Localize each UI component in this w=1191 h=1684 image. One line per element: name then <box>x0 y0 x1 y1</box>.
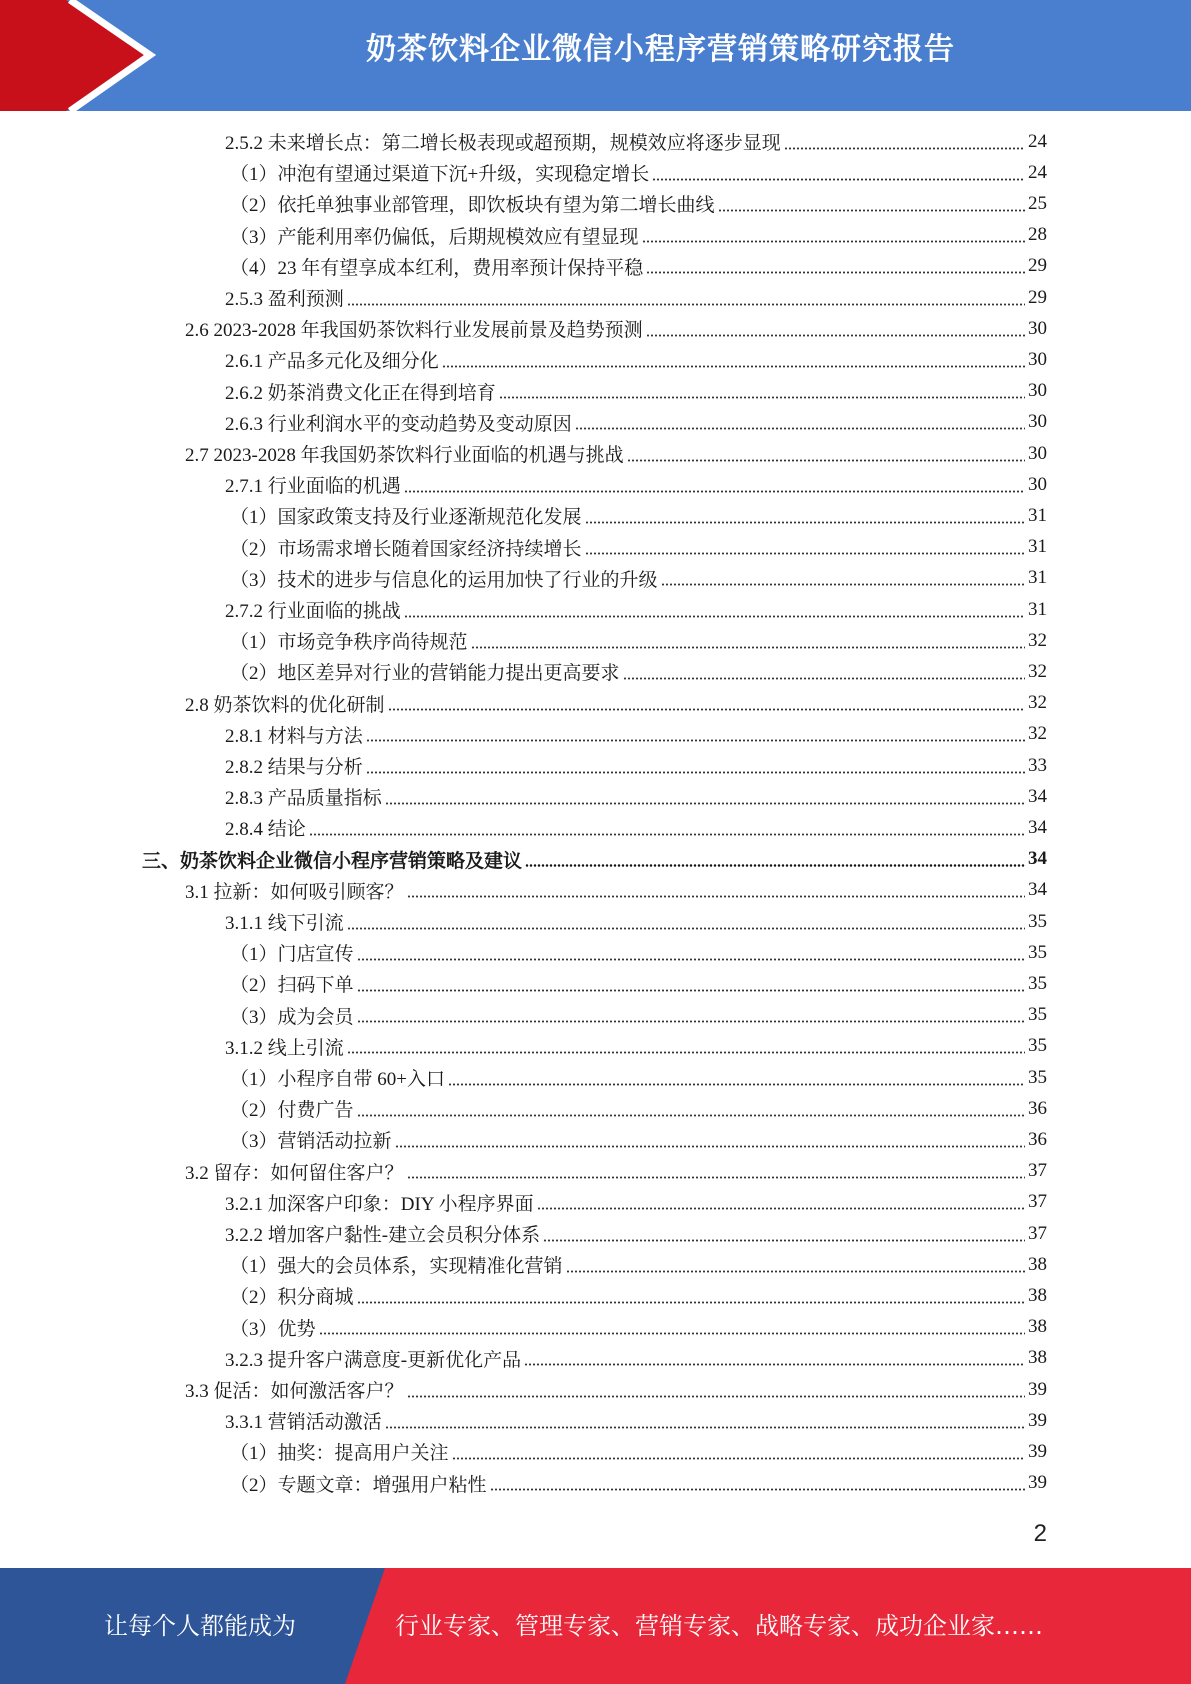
toc-entry-page: 36 <box>1028 1097 1047 1119</box>
toc-entry-label: 2.8.4 结论 <box>225 819 306 841</box>
toc-dot-leader <box>784 133 1025 151</box>
toc-entry[interactable] <box>230 1093 1047 1124</box>
toc-entry-page: 34 <box>1028 848 1047 870</box>
toc-dot-leader <box>319 1318 1025 1336</box>
toc-entry-page: 35 <box>1028 910 1047 932</box>
toc-entry-label: 2.5.3 盈利预测 <box>225 289 344 310</box>
toc-entry-page: 34 <box>1028 816 1047 838</box>
toc-dot-leader <box>490 1474 1025 1492</box>
toc-dot-leader <box>347 913 1025 931</box>
toc-entry[interactable] <box>225 1343 1047 1374</box>
page-header <box>0 0 1191 111</box>
toc-entry-label: （1）小程序自带 60+入口 <box>230 1069 445 1090</box>
toc-dot-leader <box>537 1193 1025 1211</box>
toc-entry[interactable] <box>230 937 1047 968</box>
toc-entry[interactable] <box>230 188 1047 219</box>
toc-entry-page: 30 <box>1028 317 1047 339</box>
footer-slogan-left: 让每个人都能成为 <box>104 1612 296 1640</box>
toc-entry-label: 2.7.2 行业面临的挑战 <box>225 601 401 622</box>
toc-entry[interactable] <box>225 1187 1047 1218</box>
toc-entry[interactable] <box>185 875 1047 906</box>
toc-entry-label: （2）依托单独事业部管理，即饮板块有望为第二增长曲线 <box>230 195 715 217</box>
toc-dot-leader <box>404 601 1025 619</box>
toc-entry[interactable] <box>230 251 1047 282</box>
toc-entry-label: 3.2.3 提升客户满意度-更新优化产品 <box>225 1349 522 1371</box>
toc-dot-leader <box>575 413 1025 431</box>
toc-entry-page: 39 <box>1028 1472 1047 1494</box>
toc-entry-label: 2.6.1 产品多元化及细分化 <box>225 351 439 373</box>
toc-entry[interactable] <box>185 1156 1047 1187</box>
toc-entry[interactable] <box>230 563 1047 594</box>
toc-entry-page: 39 <box>1028 1378 1047 1400</box>
toc-dot-leader <box>385 788 1025 806</box>
toc-entry-page: 35 <box>1028 1004 1047 1026</box>
toc-entry-page: 39 <box>1028 1409 1047 1431</box>
toc-entry[interactable] <box>230 625 1047 656</box>
toc-dot-leader <box>623 663 1025 681</box>
toc-entry[interactable] <box>185 688 1047 719</box>
toc-entry-page: 31 <box>1028 504 1047 526</box>
toc-entry[interactable] <box>230 1312 1047 1343</box>
toc-entry-page: 35 <box>1028 1035 1047 1057</box>
toc-entry-page: 32 <box>1028 629 1047 651</box>
toc-dot-leader <box>524 1349 1025 1367</box>
toc-entry-label: （1）市场竞争秩序尚待规范 <box>230 632 468 654</box>
toc-entry-page: 38 <box>1028 1284 1047 1306</box>
toc-dot-leader <box>718 195 1025 213</box>
toc-dot-leader <box>407 881 1025 899</box>
toc-dot-leader <box>407 1381 1025 1399</box>
toc-entry-label: 2.6 2023-2028 年我国奶茶饮料行业发展前景及趋势预测 <box>185 320 643 342</box>
toc-entry-label: 2.6.2 奶茶消费文化正在得到培育 <box>225 382 496 404</box>
toc-entry-page: 35 <box>1028 972 1047 994</box>
toc-dot-leader <box>347 1037 1025 1055</box>
toc-entry[interactable] <box>225 469 1047 500</box>
toc-entry[interactable] <box>230 1249 1047 1280</box>
toc-entry-page: 38 <box>1028 1347 1047 1369</box>
toc-entry-label: 3.2.1 加深客户印象：DIY 小程序界面 <box>225 1193 534 1215</box>
toc-dot-leader <box>471 632 1025 650</box>
toc-dot-leader <box>357 1287 1025 1305</box>
toc-dot-leader <box>357 1006 1025 1024</box>
toc-entry-label: 3.1.1 线下引流 <box>225 913 344 934</box>
toc-entry-page: 32 <box>1028 692 1047 714</box>
toc-entry-page: 30 <box>1028 442 1047 464</box>
toc-entry-label: 2.8.1 材料与方法 <box>225 725 363 747</box>
toc-entry-label: 2.8 奶茶饮料的优化研制 <box>185 694 385 716</box>
toc-entry[interactable] <box>230 500 1047 531</box>
toc-dot-leader <box>543 1225 1025 1243</box>
toc-entry-label: 2.8.2 结果与分析 <box>225 757 363 778</box>
toc-entry-label: 2.6.3 行业利润水平的变动趋势及变动原因 <box>225 413 572 435</box>
toc-dot-leader <box>388 694 1025 712</box>
toc-dot-leader <box>385 1412 1025 1430</box>
toc-entry-page: 37 <box>1028 1222 1047 1244</box>
toc-entry-page: 35 <box>1028 1066 1047 1088</box>
toc-entry-label: 2.7 2023-2028 年我国奶茶饮料行业面临的机遇与挑战 <box>185 445 624 466</box>
toc-entry-label: （4）23 年有望享成本红利，费用率预计保持平稳 <box>230 257 644 279</box>
toc-dot-leader <box>642 226 1025 244</box>
toc-entry[interactable] <box>185 313 1047 344</box>
toc-dot-leader <box>566 1256 1025 1274</box>
toc-entry[interactable] <box>225 344 1047 375</box>
toc-entry-page: 38 <box>1028 1316 1047 1338</box>
toc-entry-page: 33 <box>1028 754 1047 776</box>
toc-entry-label: （1）抽奖：提高用户关注 <box>230 1443 449 1465</box>
toc-entry-page: 36 <box>1028 1128 1047 1150</box>
toc-entry-label: 3.1.2 线上引流 <box>225 1037 344 1059</box>
toc-entry-label: （2）扫码下单 <box>230 975 354 997</box>
toc-entry[interactable] <box>230 1280 1047 1311</box>
toc-entry-page: 30 <box>1028 473 1047 495</box>
toc-entry[interactable] <box>185 1374 1047 1405</box>
toc-dot-leader <box>395 1131 1025 1149</box>
toc-entry[interactable] <box>230 220 1047 251</box>
toc-entry[interactable] <box>225 781 1047 812</box>
toc-entry[interactable] <box>225 1031 1047 1062</box>
toc-dot-leader <box>309 819 1025 837</box>
toc-entry-page: 24 <box>1028 130 1047 152</box>
toc-entry-page: 31 <box>1028 567 1047 589</box>
toc-entry-label: （1）冲泡有望通过渠道下沉+升级，实现稳定增长 <box>230 164 650 186</box>
toc-entry-label: 2.8.3 产品质量指标 <box>225 788 382 810</box>
toc-entry[interactable] <box>185 438 1047 469</box>
toc-entry-page: 34 <box>1028 879 1047 901</box>
toc-entry-label: （3）优势 <box>230 1318 316 1340</box>
toc-entry[interactable] <box>225 594 1047 625</box>
toc-entry[interactable] <box>225 1218 1047 1249</box>
toc-dot-leader <box>652 164 1025 182</box>
toc-entry-page: 37 <box>1028 1160 1047 1182</box>
toc-entry-page: 38 <box>1028 1253 1047 1275</box>
toc-entry[interactable] <box>230 968 1047 999</box>
toc-dot-leader <box>585 507 1025 525</box>
toc-entry[interactable] <box>225 407 1047 438</box>
toc-entry-label: 3.3 促活：如何激活客户？ <box>185 1381 404 1402</box>
toc-entry-page: 30 <box>1028 411 1047 433</box>
footer-slogan-right: 行业专家、管理专家、营销专家、战略专家、成功企业家…… <box>395 1612 1043 1640</box>
toc-entry[interactable] <box>225 906 1047 937</box>
toc-entry-label: 3.1 拉新：如何吸引顾客？ <box>185 881 404 903</box>
toc-entry-page: 30 <box>1028 380 1047 402</box>
toc-entry-page: 39 <box>1028 1440 1047 1462</box>
toc-entry[interactable] <box>230 1468 1047 1499</box>
toc-entry[interactable] <box>225 126 1047 157</box>
page-number: 2 <box>1033 1520 1047 1547</box>
toc-entry-label: （2）市场需求增长随着国家经济持续增长 <box>230 538 582 560</box>
toc-dot-leader <box>357 1100 1025 1118</box>
toc-dot-leader <box>407 1162 1025 1180</box>
toc-entry[interactable] <box>225 812 1047 843</box>
toc-entry-label: （1）国家政策支持及行业逐渐规范化发展 <box>230 507 582 529</box>
toc-entry-label: （3）技术的进步与信息化的运用加快了行业的升级 <box>230 569 658 591</box>
header-arrow-decoration <box>0 0 160 111</box>
toc-entry[interactable] <box>225 719 1047 750</box>
toc-entry-label: （1）门店宣传 <box>230 944 354 966</box>
toc-entry-label: 2.7.1 行业面临的机遇 <box>225 476 401 498</box>
toc-entry[interactable] <box>230 1124 1047 1155</box>
toc-entry-page: 29 <box>1028 286 1047 308</box>
toc-entry[interactable] <box>230 1436 1047 1467</box>
toc-entry-page: 34 <box>1028 785 1047 807</box>
toc-dot-leader <box>646 257 1025 275</box>
toc-entry[interactable] <box>230 1000 1047 1031</box>
toc-entry-label: （3）营销活动拉新 <box>230 1131 392 1153</box>
toc-entry[interactable] <box>230 532 1047 563</box>
toc-entry-page: 30 <box>1028 348 1047 370</box>
toc-dot-leader <box>347 289 1025 307</box>
toc-entry-label: 3.2 留存：如何留住客户？ <box>185 1162 404 1184</box>
toc-entry-page: 29 <box>1028 255 1047 277</box>
toc-entry-label: 三、奶茶饮料企业微信小程序营销策略及建议 <box>142 850 523 872</box>
toc-entry-label: （2）地区差异对行业的营销能力提出更高要求 <box>230 663 620 685</box>
toc-entry[interactable] <box>225 282 1047 313</box>
toc-entry-label: （2）付费广告 <box>230 1100 354 1122</box>
toc-entry-page: 32 <box>1028 723 1047 745</box>
toc-entry-page: 31 <box>1028 536 1047 558</box>
toc-entry-page: 24 <box>1028 161 1047 183</box>
toc-dot-leader <box>357 944 1025 962</box>
toc-entry[interactable] <box>225 750 1047 781</box>
toc-dot-leader <box>452 1443 1025 1461</box>
toc-dot-leader <box>366 725 1025 743</box>
toc-entry[interactable] <box>230 157 1047 188</box>
toc-dot-leader <box>661 569 1025 587</box>
toc-entry-page: 31 <box>1028 598 1047 620</box>
toc-dot-leader <box>499 382 1025 400</box>
toc-dot-leader <box>357 975 1025 993</box>
toc-entry-label: 2.5.2 未来增长点：第二增长极表现或超预期，规模效应将逐步显现 <box>225 133 781 154</box>
toc-dot-leader <box>404 476 1025 494</box>
toc-dot-leader <box>646 320 1025 338</box>
toc-dot-leader <box>448 1069 1025 1087</box>
toc-dot-leader <box>525 850 1025 868</box>
toc-entry-label: （3）成为会员 <box>230 1006 354 1028</box>
toc-entry-label: （3）产能利用率仍偏低，后期规模效应有望显现 <box>230 226 639 248</box>
toc-dot-leader <box>366 757 1025 775</box>
toc-entry-label: 3.3.1 营销活动激活 <box>225 1412 382 1434</box>
toc-dot-leader <box>627 445 1025 463</box>
toc-entry[interactable] <box>225 376 1047 407</box>
page-footer <box>0 1568 1191 1684</box>
toc-dot-leader <box>442 351 1025 369</box>
toc-entry-page: 28 <box>1028 224 1047 246</box>
toc-dot-leader <box>585 538 1025 556</box>
toc-entry-label: （2）专题文章：增强用户粘性 <box>230 1474 487 1496</box>
document-title: 奶茶饮料企业微信小程序营销策略研究报告 <box>366 32 955 67</box>
toc-entry[interactable] <box>142 844 1047 875</box>
toc-entry-page: 35 <box>1028 941 1047 963</box>
toc-entry[interactable] <box>225 1405 1047 1436</box>
toc-entry[interactable] <box>230 1062 1047 1093</box>
toc-entry-page: 37 <box>1028 1191 1047 1213</box>
toc-entry-label: 3.2.2 增加客户黏性-建立会员积分体系 <box>225 1225 541 1246</box>
toc-entry-label: （2）积分商城 <box>230 1287 354 1309</box>
toc-entry-page: 32 <box>1028 660 1047 682</box>
toc-entry-page: 25 <box>1028 192 1047 214</box>
toc-entry-label: （1）强大的会员体系，实现精准化营销 <box>230 1256 563 1278</box>
toc-entry[interactable] <box>230 656 1047 687</box>
